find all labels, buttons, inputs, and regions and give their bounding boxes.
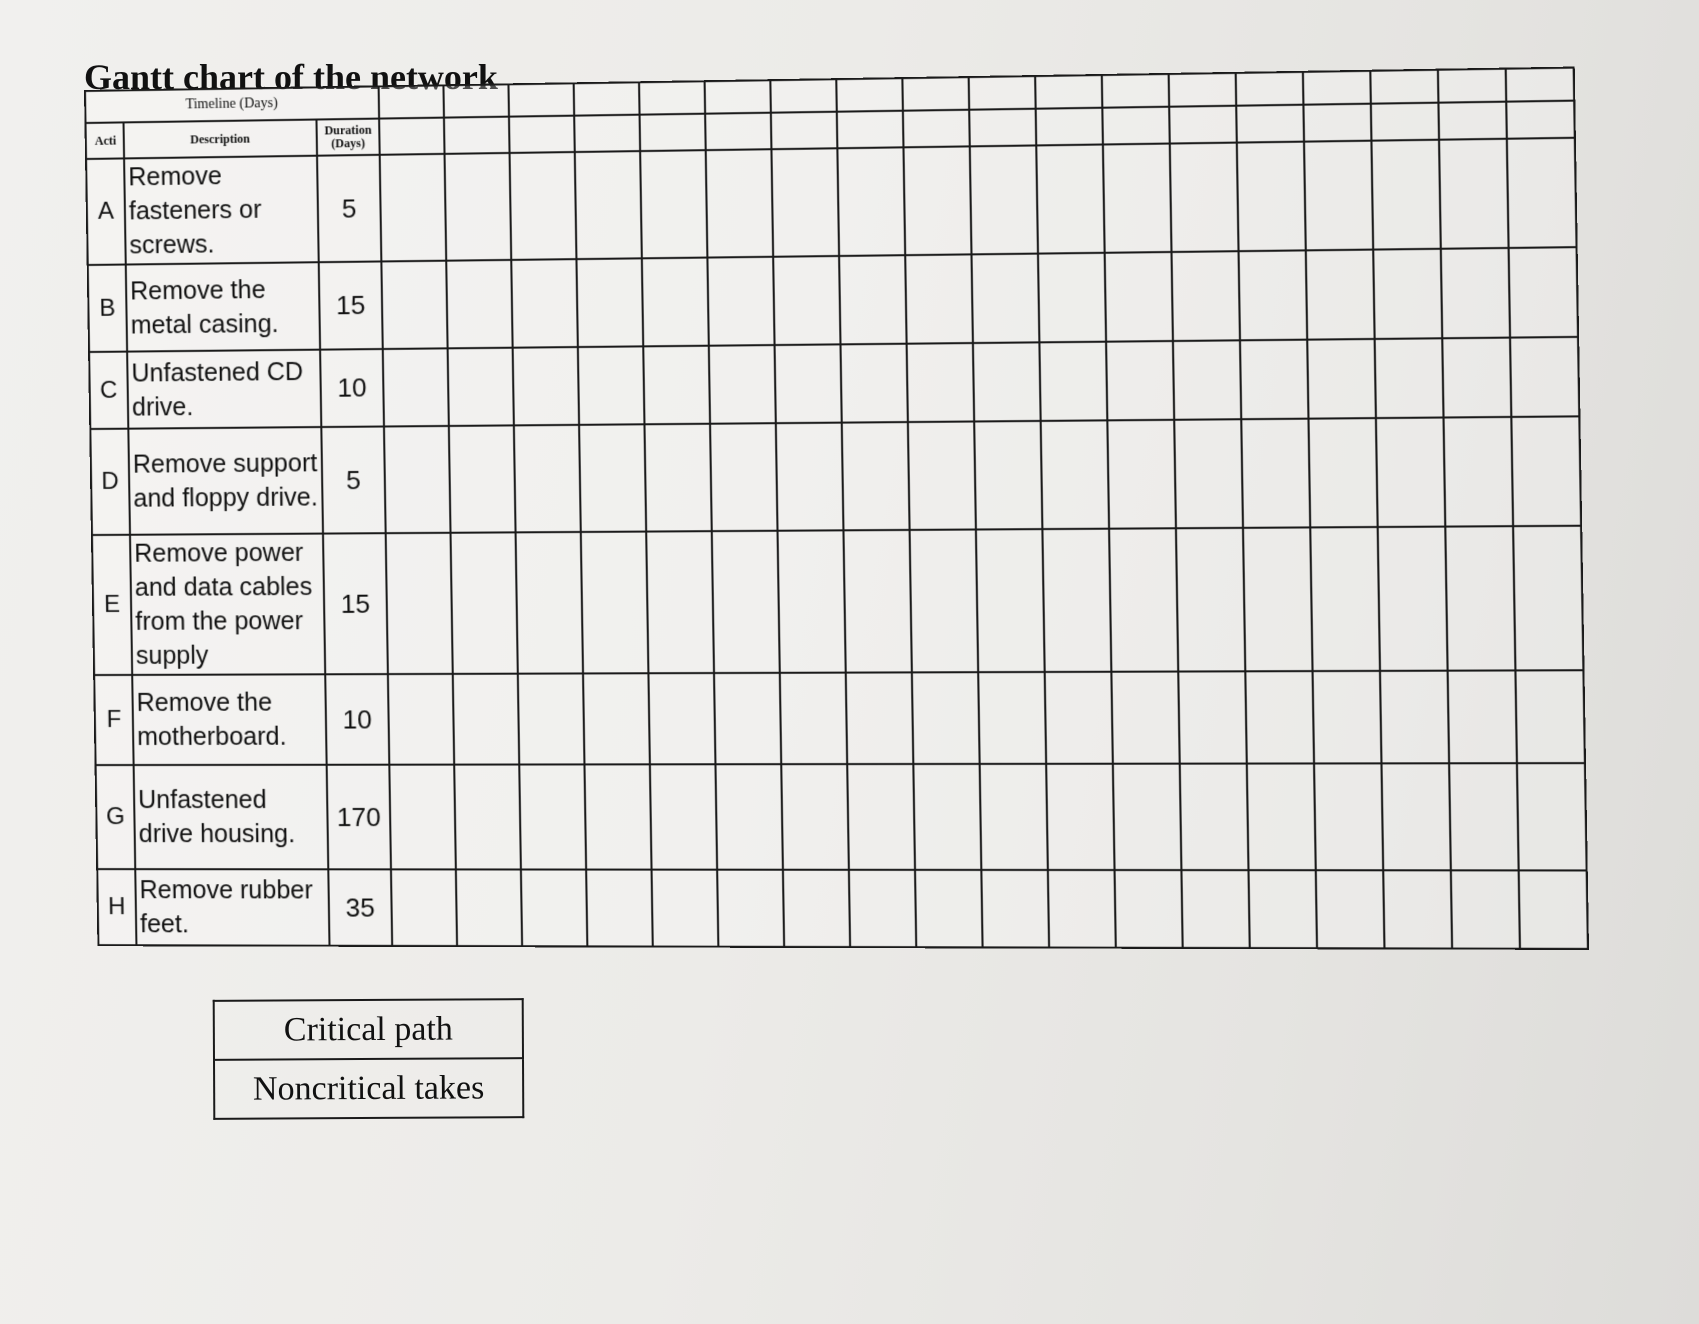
grid-cell <box>706 149 773 257</box>
timeline-cell <box>836 78 903 112</box>
grid-cell <box>1105 252 1173 342</box>
duration-header-line1: Duration <box>324 122 372 138</box>
timeline-cell <box>443 84 509 117</box>
grid-cell <box>1245 671 1314 763</box>
activity-header: Acti <box>86 122 125 159</box>
grid-cell <box>1113 764 1182 870</box>
gantt-body <box>86 135 1588 949</box>
grid-cell <box>1036 144 1104 253</box>
grid-cell <box>451 532 518 674</box>
grid-cell <box>973 342 1041 421</box>
duration-cell: 10 <box>320 349 384 427</box>
activity-cell: D <box>90 429 130 535</box>
legend-table <box>213 998 525 1120</box>
grid-cell <box>1371 103 1439 141</box>
grid-cell <box>978 672 1046 764</box>
gantt-table <box>84 67 1589 950</box>
grid-cell <box>976 529 1045 672</box>
page-title: Gantt chart of the network <box>84 57 498 97</box>
activity-cell: E <box>92 535 132 675</box>
duration-header <box>316 119 379 156</box>
description-cell: Remove the metal casing. <box>126 262 320 351</box>
grid-cell <box>640 150 707 258</box>
grid-cell <box>849 870 916 947</box>
grid-cell <box>905 254 973 343</box>
grid-cell <box>1173 340 1241 419</box>
activity-cell: G <box>96 765 136 869</box>
grid-cell <box>974 421 1042 530</box>
grid-cell <box>1371 140 1440 250</box>
timeline-cell <box>770 79 836 112</box>
grid-cell <box>650 764 717 869</box>
grid-cell <box>521 869 587 946</box>
grid-cell <box>1445 526 1515 670</box>
grid-cell <box>584 764 651 869</box>
grid-cell <box>1239 250 1308 340</box>
legend-noncritical: Noncritical takes <box>214 1058 523 1119</box>
grid-cell <box>1303 104 1371 142</box>
table-row <box>97 869 1588 949</box>
timeline-cell <box>1169 73 1237 107</box>
grid-cell <box>1375 338 1444 418</box>
grid-cell <box>1451 870 1520 948</box>
grid-cell <box>1181 870 1249 948</box>
grid-cell <box>1107 420 1176 529</box>
grid-cell <box>1236 105 1304 143</box>
grid-cell <box>1438 102 1506 140</box>
grid-cell <box>644 424 711 532</box>
duration-cell: 10 <box>325 674 389 765</box>
grid-cell <box>449 425 516 532</box>
grid-cell <box>643 346 710 425</box>
timeline-cell <box>1370 70 1438 104</box>
grid-cell <box>1313 671 1382 764</box>
description-header: Description <box>124 120 318 159</box>
grid-cell <box>388 674 454 765</box>
grid-cell <box>1507 138 1577 248</box>
grid-cell <box>837 111 904 149</box>
grid-cell <box>1380 671 1449 764</box>
legend-row <box>214 999 523 1060</box>
activity-cell: A <box>86 158 126 265</box>
timeline-cell <box>1236 72 1304 106</box>
grid-cell <box>913 764 981 870</box>
duration-cell: 5 <box>321 426 385 533</box>
grid-cell <box>446 260 512 348</box>
grid-cell <box>1448 670 1517 763</box>
grid-cell <box>971 254 1039 343</box>
grid-cell <box>707 257 774 346</box>
activity-cell: F <box>94 675 133 765</box>
timeline-cell <box>639 81 705 114</box>
grid-cell <box>1115 870 1183 948</box>
duration-cell: 35 <box>328 869 392 946</box>
activity-cell: C <box>89 352 128 429</box>
grid-cell <box>839 255 907 344</box>
grid-cell <box>842 422 910 530</box>
activity-cell: H <box>97 869 136 945</box>
grid-cell <box>717 870 784 947</box>
duration-cell: 5 <box>317 155 381 262</box>
grid-cell <box>1174 419 1243 528</box>
description-cell: Unfastened drive housing. <box>134 765 329 870</box>
description-cell: Remove power and data cables from the power supply <box>130 534 325 675</box>
timeline-cell <box>379 85 444 118</box>
description-cell: Remove rubber feet. <box>135 869 329 946</box>
timeline-cell <box>574 82 640 115</box>
grid-cell <box>903 146 971 255</box>
grid-cell <box>510 152 577 260</box>
grid-cell <box>1444 417 1514 527</box>
grid-cell <box>712 531 780 673</box>
grid-cell <box>648 673 715 764</box>
grid-cell <box>576 258 643 347</box>
table-row <box>89 337 1579 429</box>
grid-cell <box>1381 763 1450 870</box>
grid-cell <box>379 118 444 155</box>
grid-cell <box>519 764 586 869</box>
grid-cell <box>391 869 457 946</box>
table-row <box>94 670 1585 765</box>
grid-cell <box>710 423 777 531</box>
grid-cell <box>579 424 646 532</box>
grid-cell <box>1513 526 1583 671</box>
grid-cell <box>380 154 447 262</box>
grid-cell <box>516 532 583 674</box>
grid-cell <box>381 261 447 349</box>
grid-cell <box>1180 764 1249 871</box>
table-row <box>90 416 1581 535</box>
grid-cell <box>453 674 519 765</box>
grid-cell <box>1038 253 1106 343</box>
grid-cell <box>1373 249 1442 339</box>
grid-cell <box>1170 143 1239 252</box>
grid-cell <box>1176 528 1245 672</box>
grid-cell <box>1106 341 1174 420</box>
grid-cell <box>1241 419 1310 528</box>
duration-header-line2: (Days) <box>331 135 366 151</box>
grid-cell <box>1039 342 1107 421</box>
grid-cell <box>907 343 975 422</box>
grid-cell <box>518 673 585 764</box>
grid-cell <box>652 870 719 947</box>
grid-cell <box>1439 139 1509 249</box>
grid-cell <box>448 348 514 426</box>
grid-cell <box>981 870 1049 948</box>
grid-cell <box>1102 107 1169 145</box>
grid-cell <box>1376 418 1445 527</box>
timeline-cell <box>902 77 969 111</box>
grid-cell <box>1304 141 1373 251</box>
grid-cell <box>384 426 451 533</box>
legend-critical-path: Critical path <box>214 999 523 1060</box>
grid-cell <box>910 530 979 673</box>
grid-cell <box>511 259 578 348</box>
timeline-cell <box>1303 71 1371 105</box>
grid-cell <box>780 673 847 765</box>
timeline-cell <box>508 83 574 116</box>
grid-cell <box>776 423 844 531</box>
table-row <box>86 138 1576 265</box>
grid-cell <box>646 531 714 673</box>
grid-cell <box>642 258 709 347</box>
grid-cell <box>912 672 980 764</box>
grid-cell <box>1517 763 1587 870</box>
grid-cell <box>783 870 850 947</box>
grid-cell <box>445 153 512 261</box>
grid-cell <box>705 113 771 150</box>
grid-cell <box>1042 529 1111 672</box>
timeline-cell <box>1102 74 1169 108</box>
grid-cell <box>383 348 449 426</box>
timeline-cell <box>1438 69 1506 103</box>
grid-cell <box>1248 870 1317 948</box>
grid-cell <box>775 344 842 423</box>
grid-cell <box>509 116 575 153</box>
grid-cell <box>709 345 776 424</box>
grid-cell <box>1442 338 1511 418</box>
grid-cell <box>1383 870 1452 948</box>
grid-cell <box>575 151 642 259</box>
description-cell: Remove fasteners or screws. <box>124 156 319 265</box>
grid-cell <box>969 109 1036 147</box>
table-row <box>88 247 1578 352</box>
grid-cell <box>1240 340 1309 420</box>
grid-cell <box>1378 527 1448 671</box>
grid-cell <box>1509 247 1578 337</box>
grid-cell <box>1243 527 1313 671</box>
grid-cell <box>386 533 453 674</box>
grid-cell <box>778 530 846 672</box>
grid-cell <box>771 148 839 256</box>
grid-cell <box>903 110 970 148</box>
timeline-cell <box>705 80 771 113</box>
grid-cell <box>1111 672 1179 764</box>
grid-cell <box>715 764 782 870</box>
grid-cell <box>970 145 1038 254</box>
grid-cell <box>1169 106 1237 144</box>
grid-cell <box>1247 763 1316 870</box>
grid-cell <box>771 112 838 150</box>
grid-cell <box>846 672 914 764</box>
duration-cell: 15 <box>323 533 388 674</box>
grid-cell <box>1314 763 1383 870</box>
timeline-header: Timeline (Days) <box>85 86 379 123</box>
duration-cell: 15 <box>319 261 383 349</box>
grid-cell <box>781 764 849 870</box>
grid-cell <box>640 114 706 151</box>
grid-cell <box>1316 870 1385 948</box>
timeline-cell <box>1506 68 1575 102</box>
grid-cell <box>1441 248 1510 338</box>
grid-cell <box>1178 671 1247 763</box>
grid-cell <box>514 425 581 533</box>
description-cell: Remove the motherboard. <box>132 674 326 765</box>
grid-cell <box>1237 142 1306 252</box>
grid-cell <box>908 421 976 529</box>
grid-cell <box>773 256 840 345</box>
grid-cell <box>1041 420 1109 529</box>
grid-cell <box>454 765 521 870</box>
grid-cell <box>1306 250 1375 340</box>
activity-cell: B <box>88 265 127 352</box>
grid-cell <box>847 764 915 870</box>
grid-cell <box>1036 108 1103 146</box>
grid-cell <box>1048 870 1116 948</box>
description-cell: Unfastened CD drive. <box>127 350 321 429</box>
grid-cell <box>1519 870 1588 949</box>
grid-cell <box>1109 528 1178 671</box>
grid-cell <box>1308 418 1377 527</box>
grid-cell <box>1103 144 1172 253</box>
grid-cell <box>1510 337 1579 417</box>
grid-cell <box>837 147 905 256</box>
grid-cell <box>1046 764 1114 870</box>
legend-row <box>214 1058 523 1119</box>
grid-cell <box>1307 339 1376 419</box>
grid-cell <box>574 115 640 152</box>
grid-cell <box>389 765 456 870</box>
grid-cell <box>1511 416 1581 526</box>
grid-cell <box>915 870 983 948</box>
grid-cell <box>980 764 1048 870</box>
timeline-cell <box>1035 75 1102 109</box>
grid-cell <box>1045 672 1113 764</box>
grid-cell <box>1515 670 1585 763</box>
grid-cell <box>1449 763 1519 870</box>
description-cell: Remove support and floppy drive. <box>128 427 323 535</box>
grid-cell <box>581 532 649 674</box>
grid-cell <box>1506 101 1575 139</box>
grid-cell <box>513 347 579 425</box>
grid-cell <box>840 344 907 423</box>
table-row <box>96 763 1587 870</box>
grid-cell <box>586 870 653 947</box>
grid-cell <box>578 346 645 424</box>
grid-cell <box>714 673 781 764</box>
grid-cell <box>444 117 510 154</box>
grid-cell <box>843 530 911 673</box>
grid-cell <box>583 673 650 764</box>
duration-cell: 170 <box>327 765 391 870</box>
grid-cell <box>1172 251 1240 341</box>
timeline-cell <box>969 76 1036 110</box>
table-row <box>92 526 1583 675</box>
grid-cell <box>1310 527 1380 671</box>
grid-cell <box>456 869 522 946</box>
